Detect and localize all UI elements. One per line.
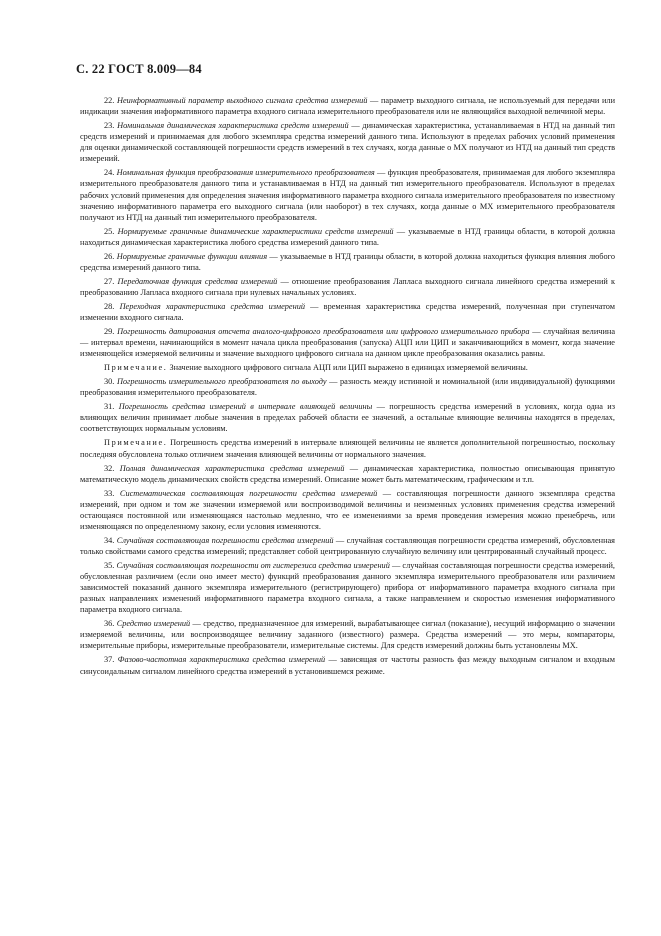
note-label: Примечание. — [104, 363, 168, 373]
definition-text: — временная характеристика средства измерений, полученная при ступенчатом изменении входного сигнала. — [80, 301, 615, 323]
term: Неинформативный параметр выходного сигнала средства измерений — [117, 96, 368, 105]
definition-text: — разность между истинной и номинальной (или индивидуальной) функциями преобразования измерительного преобразователя. — [80, 377, 615, 398]
term: Средство измерений — [116, 619, 191, 629]
note-29 — [80, 362, 615, 373]
item-number: 27. — [104, 276, 115, 286]
term: Случайная составляющая погрешности от гистерезиса средства измерений — [116, 560, 390, 570]
definition-25 — [80, 226, 615, 248]
definition-37 — [80, 654, 615, 676]
note-31 — [80, 437, 615, 459]
item-number: 24. — [104, 168, 115, 178]
definition-text: — функция преобразователя, принимаемая для любого экземпляра измерительного преобразователя данного типа и устанавливаемая в НТД на данный тип измерительного преобразователя. Используют в пределах рабочих условий применения для определения значения информативного параметра входного сигнала измерительного преобразователя по известному значению информативного параметра его выходного сигнала (или наоборот) в тех случаях, когда данные о МХ измерительного преобразователя получают из НТД на данный тип измерительного преобразователя. — [80, 168, 616, 222]
definition-28 — [80, 301, 615, 323]
note-text: Погрешность средства измерений в интервале влияющей величины не является дополнительной погрешностью, поскольку последняя обусловлена только отличием значения влияющей величины от нормального значения. — [80, 438, 615, 459]
definition-31 — [80, 401, 615, 434]
item-number: 28. — [104, 301, 115, 311]
item-number: 35. — [104, 560, 115, 570]
document-body — [80, 95, 615, 680]
definition-text: — динамическая характеристика, полностью описывающая принятую математическую модель динамических свойств средства измерений. Описание может быть математическим, графическим и т.п. — [80, 463, 615, 484]
definition-text: — погрешность средства измерений в условиях, когда одна из влияющих величин принимает любые значения в пределах рабочей области ее значений, а остальные влияющие величины находятся в пределах, соответствующих нормальным условиям. — [80, 402, 615, 434]
term: Фазово-частотная характеристика средства измерений — [117, 655, 326, 665]
term: Нормируемые граничные динамические характеристики средств измерений — [117, 226, 394, 236]
definition-30 — [80, 376, 615, 398]
item-number: 23. — [104, 121, 115, 131]
item-number: 32. — [104, 463, 115, 473]
definition-36 — [80, 618, 615, 651]
definition-text: — указываемые в НТД границы области, в которой должна находиться динамическая характеристика любого средства измерений данного типа. — [80, 226, 615, 247]
term: Погрешность средства измерений в интервале влияющей величины — [118, 402, 373, 412]
definition-text: — случайная величина — интервал времени, начинающийся в момент начала цикла преобразования (запуска) АЦП или ЦИП и заканчивающийся в момент, когда значение изменяющейся измеряемой величины и значение выходного цифрового сигнала на данном цикле преобразования оказались равны. — [80, 327, 616, 359]
definition-text: — зависящая от частоты разность фаз между выходным сигналом и входным синусоидальным сигналом линейного средства измерений в установившемся режиме. — [80, 655, 615, 676]
item-number: 37. — [104, 655, 115, 665]
term: Погрешность измерительного преобразователя по выходу — [116, 377, 327, 387]
definition-27 — [80, 276, 615, 298]
item-number: 31. — [104, 402, 115, 412]
term: Передаточная функция средства измерений — [117, 276, 278, 286]
definition-23 — [80, 120, 615, 164]
item-number: 34. — [104, 535, 115, 545]
term: Номинальная функция преобразования измерительного преобразователя — [116, 168, 375, 178]
definition-text: — случайная составляющая погрешности средства измерений, обусловленная различием (если оно имеет место) функций преобразования данного экземпляра измерительного преобразователя или различием зависимостей показаний данного экземпляра измерительного (регистрирующего) прибора от информативного параметра входного сигнала при разных направлениях изменений информативного параметра входного сигнала, а также направлением и скоростью изменения информативного параметра входного сигнала. — [80, 560, 615, 615]
page-header: С. 22 ГОСТ 8.009—84 — [76, 62, 202, 76]
definition-33 — [80, 488, 615, 532]
term: Полная динамическая характеристика средства измерений — [119, 463, 345, 473]
definition-text: — составляющая погрешности данного экземпляра средства измерений, при одном и том же значении измеряемой или воспроизводимой величины и неизменных условиях применения средства измерений остающаяся постоянной или изменяющаяся настолько медленно, что ее изменениями за время проведения измерения можно пренебречь, или изменяющаяся по определенному закону, если условия изменяются. — [80, 488, 616, 531]
term: Систематическая составляющая погрешности средства измерений — [119, 488, 378, 498]
definition-34 — [80, 535, 615, 557]
definition-text: — случайная составляющая погрешности средства измерений, обусловленная только свойствами самого средства измерений; представляет собой центрированную случайную величину или центрированный случайный процесс. — [80, 535, 616, 556]
note-text: Значение выходного цифрового сигнала АЦП или ЦИП выражено в единицах измеряемой величины. — [167, 363, 528, 373]
term: Номинальная динамическая характеристика средств измерений — [117, 121, 349, 131]
item-number: 33. — [104, 488, 115, 498]
term: Погрешность датирования отсчета аналого-цифрового преобразователя или цифрового измерительного прибора — [117, 327, 530, 337]
term: Переходная характеристика средства измерений — [119, 301, 305, 311]
definition-text: — отношение преобразования Лапласа выходного сигнала линейного средства измерений к преобразованию Лапласа входного сигнала при нулевых начальных условиях. — [80, 276, 616, 297]
definition-35 — [80, 560, 615, 615]
item-number: 29. — [104, 327, 115, 337]
item-number: 36. — [104, 619, 115, 629]
definition-text: — параметр выходного сигнала, не используемый для передачи или индикации значения информативного параметра входного сигнала измерительного преобразователя или не являющийся выходной величиной меры. — [80, 96, 616, 117]
definition-24 — [80, 167, 615, 222]
item-number: 30. — [104, 377, 115, 387]
definition-22 — [80, 95, 615, 117]
definition-text: — динамическая характеристика, устанавливаемая в НТД на данный тип средств измерений и принимаемая для любого экземпляра средства измерений данного типа. Используют в пределах рабочих условий применения для оценки динамической составляющей погрешности средств измерений в тех случаях, когда данные о МХ получают из НТД на данный тип средств измерений. — [80, 121, 615, 164]
item-number: 25. — [104, 226, 115, 236]
term: Случайная составляющая погрешности средства измерений — [116, 535, 334, 545]
definition-text: — средство, предназначенное для измерений, вырабатывающее сигнал (показание), несущий информацию о значении измеряемой величины, или воспроизводящее величину заданного (известного) размера. Средства измерений — это меры, компараторы, измерительные приборы, измерительные преобразователи, измерительные системы. Для средств измерений должны быть установлены МХ. — [80, 619, 615, 651]
term: Нормируемые граничные функции влияния — [116, 251, 268, 261]
definition-text: — указываемые в НТД границы области, в которой должна находиться функция влияния любого средства измерений данного типа. — [80, 251, 615, 272]
definition-29 — [80, 326, 615, 359]
item-number: 22. — [104, 96, 115, 105]
item-number: 26. — [104, 251, 115, 261]
definition-26 — [80, 251, 615, 273]
definition-32 — [80, 463, 615, 485]
note-label: Примечание. — [104, 438, 168, 448]
